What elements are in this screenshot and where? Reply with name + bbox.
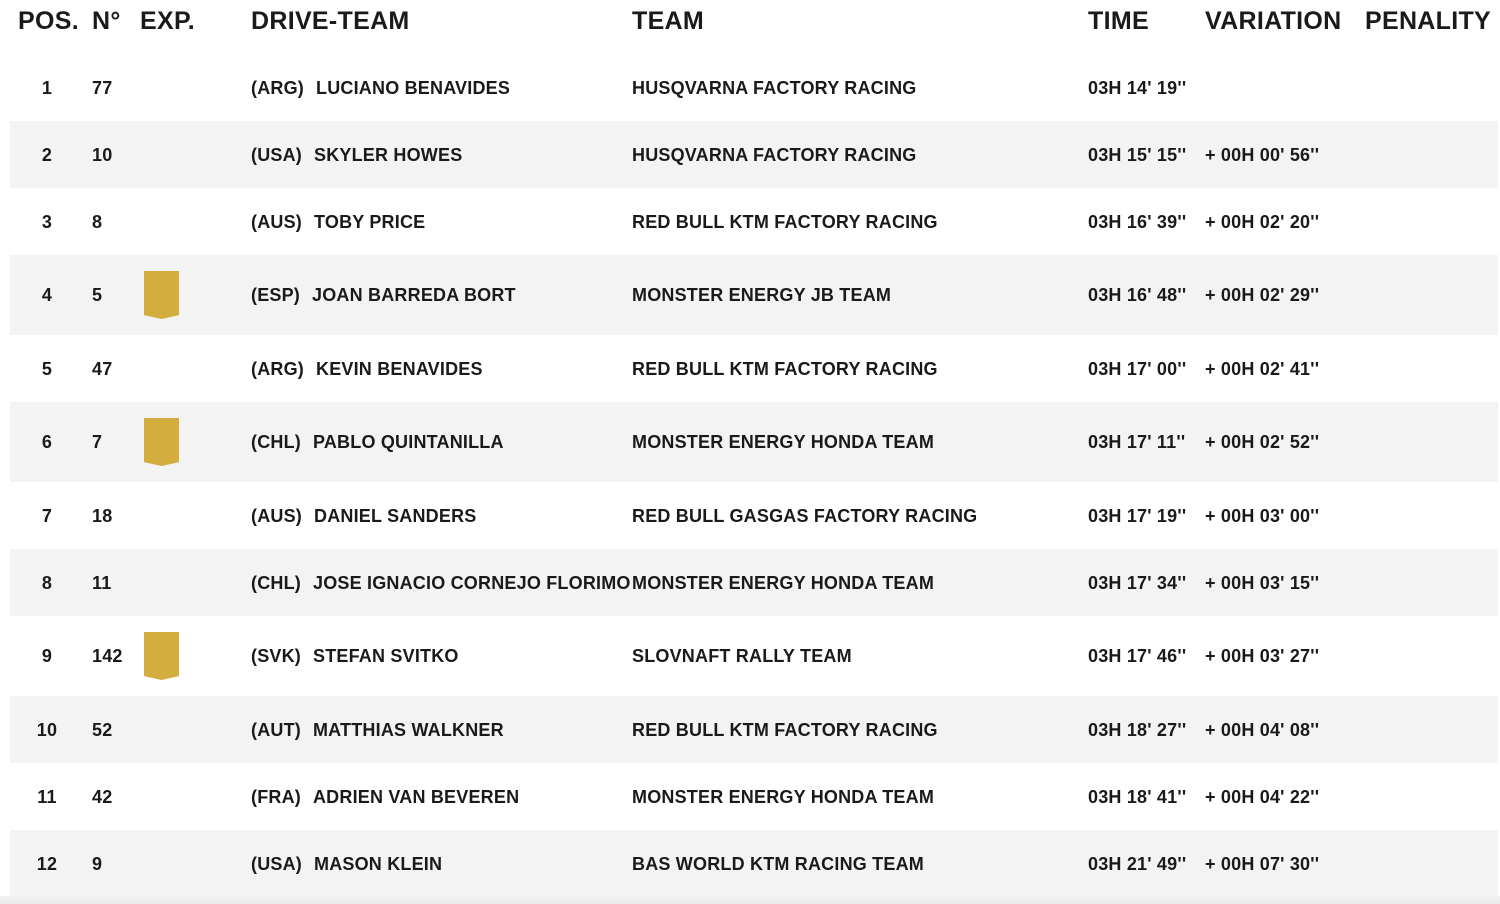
row-driver[interactable] (251, 645, 621, 667)
row-number: 7 (92, 432, 103, 452)
row-position: 11 (37, 786, 57, 807)
row-time: 03H 17' 46'' (1088, 646, 1187, 666)
row-team[interactable]: HUSQVARNA FACTORY RACING (632, 144, 917, 165)
row-time: 03H 17' 00'' (1088, 358, 1187, 379)
row-number: 10 (92, 144, 113, 165)
table-row[interactable] (10, 121, 1498, 188)
row-time: 03H 18' 27'' (1088, 719, 1187, 740)
table-header (0, 0, 1500, 44)
row-driver[interactable] (251, 505, 621, 527)
table-row[interactable] (10, 54, 1498, 121)
row-number: 18 (92, 505, 113, 526)
driver-nationality: (CHL) (251, 572, 301, 593)
row-position: 4 (41, 285, 53, 305)
row-driver[interactable] (251, 211, 621, 233)
driver-name: ADRIEN VAN BEVEREN (312, 786, 520, 807)
header-drive-team[interactable]: DRIVE-TEAM (251, 7, 410, 35)
driver-name: TOBY PRICE (314, 211, 426, 232)
table-row[interactable] (10, 402, 1498, 482)
row-team[interactable]: MONSTER ENERGY HONDA TEAM (632, 786, 935, 807)
row-driver[interactable] (251, 431, 621, 453)
row-time: 03H 17' 11'' (1088, 432, 1186, 452)
row-variation: + 00H 04' 22'' (1205, 786, 1320, 807)
driver-nationality: (CHL) (251, 432, 301, 452)
header-pos[interactable]: POS. (18, 7, 79, 35)
table-row[interactable] (10, 335, 1498, 402)
row-time: 03H 16' 48'' (1088, 285, 1187, 305)
driver-name: KEVIN BENAVIDES (316, 358, 483, 379)
row-team[interactable]: BAS WORLD KTM RACING TEAM (632, 853, 924, 874)
driver-nationality: (AUS) (251, 211, 302, 232)
row-driver[interactable] (251, 284, 621, 306)
table-row[interactable] (10, 255, 1498, 335)
driver-name: STEFAN SVITKO (313, 646, 459, 666)
row-variation: + 00H 02' 41'' (1205, 358, 1320, 379)
table-row[interactable] (10, 616, 1498, 696)
expert-flag-icon (144, 632, 179, 680)
row-position: 5 (41, 358, 53, 379)
driver-nationality: (SVK) (251, 646, 301, 666)
table-row[interactable] (10, 549, 1498, 616)
row-variation: + 00H 02' 29'' (1205, 285, 1320, 305)
driver-name: PABLO QUINTANILLA (312, 432, 504, 452)
row-position: 10 (36, 719, 58, 740)
row-driver[interactable] (251, 358, 621, 380)
driver-name: LUCIANO BENAVIDES (316, 77, 511, 98)
row-team[interactable]: HUSQVARNA FACTORY RACING (632, 77, 917, 98)
table-row[interactable] (10, 482, 1498, 549)
row-team[interactable]: RED BULL KTM FACTORY RACING (632, 358, 938, 379)
row-number: 52 (92, 719, 113, 740)
row-number: 11 (92, 572, 112, 593)
row-position: 8 (41, 572, 53, 593)
row-variation: + 00H 03' 15'' (1205, 572, 1320, 593)
row-variation: + 00H 07' 30'' (1205, 853, 1320, 874)
row-position: 7 (41, 505, 53, 526)
row-variation: + 00H 02' 20'' (1205, 211, 1320, 232)
row-team[interactable]: MONSTER ENERGY HONDA TEAM (632, 572, 935, 593)
row-time: 03H 16' 39'' (1088, 211, 1187, 232)
row-team[interactable]: RED BULL KTM FACTORY RACING (632, 719, 938, 740)
row-variation: + 00H 02' 52'' (1205, 432, 1320, 452)
driver-name: JOAN BARREDA BORT (312, 285, 516, 305)
driver-nationality: (FRA) (251, 786, 301, 807)
header-penalty[interactable]: PENALITY (1365, 7, 1492, 35)
table-row[interactable] (10, 763, 1498, 830)
row-position: 12 (36, 853, 58, 874)
driver-nationality: (ARG) (251, 77, 304, 98)
row-team[interactable]: SLOVNAFT RALLY TEAM (632, 646, 852, 666)
driver-name: JOSE IGNACIO CORNEJO FLORIMO (312, 572, 631, 593)
driver-name: MATTHIAS WALKNER (312, 719, 504, 740)
header-expert[interactable]: EXP. (140, 7, 195, 35)
row-time: 03H 18' 41'' (1088, 786, 1187, 807)
row-variation: + 00H 03' 27'' (1205, 646, 1320, 666)
row-number: 42 (92, 786, 113, 807)
row-driver[interactable] (251, 719, 621, 741)
header-number[interactable]: N° (92, 7, 121, 35)
row-number: 5 (92, 285, 103, 305)
row-driver[interactable] (251, 77, 621, 99)
driver-nationality: (USA) (251, 144, 302, 165)
row-number: 9 (92, 853, 103, 874)
table-bottom-edge (0, 896, 1500, 904)
row-number: 77 (92, 77, 113, 98)
row-team[interactable]: MONSTER ENERGY HONDA TEAM (632, 432, 935, 452)
table-row[interactable] (10, 830, 1498, 897)
row-driver[interactable] (251, 144, 621, 166)
driver-nationality: (AUS) (251, 505, 302, 526)
header-team[interactable]: TEAM (632, 7, 705, 35)
expert-flag-icon (144, 271, 179, 319)
row-time: 03H 17' 34'' (1088, 572, 1187, 593)
row-time: 03H 21' 49'' (1088, 853, 1187, 874)
driver-nationality: (ARG) (251, 358, 304, 379)
row-team[interactable]: RED BULL GASGAS FACTORY RACING (632, 505, 978, 526)
driver-nationality: (ESP) (251, 285, 301, 305)
row-time: 03H 17' 19'' (1088, 505, 1187, 526)
row-position: 2 (41, 144, 53, 165)
driver-name: DANIEL SANDERS (314, 505, 477, 526)
row-variation: + 00H 04' 08'' (1205, 719, 1320, 740)
row-number: 47 (92, 358, 113, 379)
row-team[interactable]: RED BULL KTM FACTORY RACING (632, 211, 938, 232)
row-driver[interactable] (251, 853, 621, 875)
table-row[interactable] (10, 696, 1498, 763)
driver-nationality: (AUT) (251, 719, 301, 740)
row-number: 8 (92, 211, 103, 232)
row-position: 3 (41, 211, 53, 232)
row-position: 9 (41, 646, 53, 666)
row-variation: + 00H 03' 00'' (1205, 505, 1320, 526)
header-variation[interactable]: VARIATION (1205, 7, 1342, 35)
row-team[interactable]: MONSTER ENERGY JB TEAM (632, 285, 892, 305)
header-time[interactable]: TIME (1088, 7, 1149, 35)
row-time: 03H 15' 15'' (1088, 144, 1187, 165)
driver-nationality: (USA) (251, 853, 302, 874)
row-number: 142 (92, 646, 123, 666)
driver-name: MASON KLEIN (314, 853, 443, 874)
expert-flag-icon (144, 418, 179, 466)
row-position: 6 (41, 432, 53, 452)
row-time: 03H 14' 19'' (1088, 77, 1187, 98)
table-row[interactable] (10, 188, 1498, 255)
row-variation: + 00H 00' 56'' (1205, 144, 1320, 165)
row-driver[interactable] (251, 786, 621, 808)
row-position: 1 (41, 77, 53, 98)
row-driver[interactable] (251, 572, 631, 594)
driver-name: SKYLER HOWES (314, 144, 463, 165)
